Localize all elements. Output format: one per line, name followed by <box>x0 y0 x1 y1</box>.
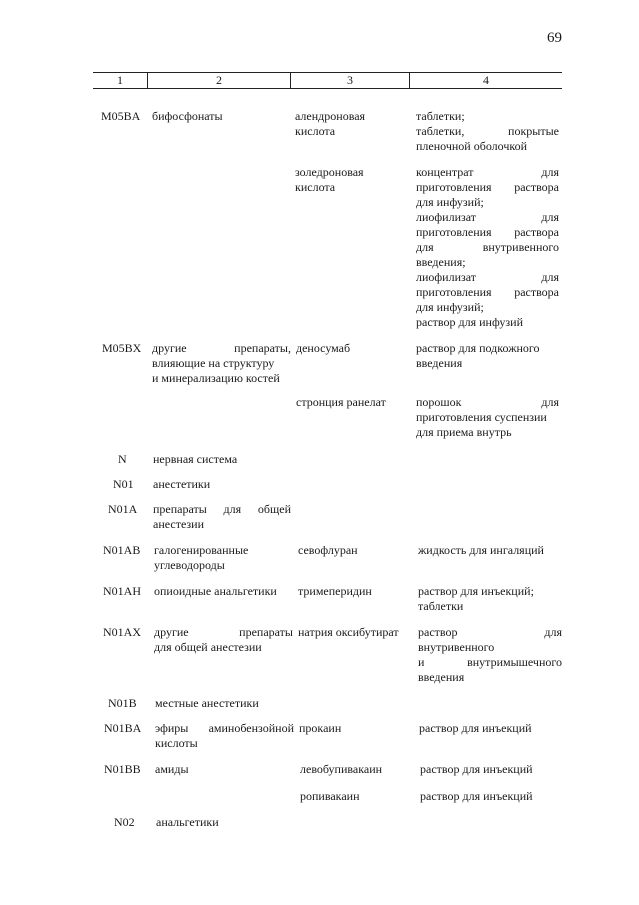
row-group: кислоты <box>155 736 198 750</box>
row-group: галогенированные <box>154 543 249 557</box>
drug-name: кислота <box>295 124 336 138</box>
drug-name: алендроновая <box>295 109 366 123</box>
drug-name: ропивакаин <box>300 789 360 803</box>
drug-form: таблетки <box>418 599 464 613</box>
drug-form-part: для <box>541 165 559 179</box>
drug-form-part: приготовления <box>416 225 492 239</box>
drug-form-part: раствора <box>514 225 559 239</box>
drug-form: внутривенного <box>418 640 495 654</box>
drug-form-part: для <box>541 395 559 409</box>
row-group-part: препараты, <box>234 341 291 355</box>
drug-form-part: концентрат <box>416 165 474 179</box>
row-group: амиды <box>155 762 189 776</box>
drug-form-part: внутривенного <box>482 240 559 254</box>
drug-form: введения <box>418 670 465 684</box>
drug-form: раствор для подкожного <box>416 341 540 355</box>
drug-form-part: приготовления <box>416 285 492 299</box>
drug-form-part: лиофилизат <box>416 270 477 284</box>
row-group-part: другие <box>152 341 187 355</box>
row-group: анальгетики <box>156 815 219 829</box>
row-group-part: другие <box>154 625 189 639</box>
drug-name: стронция ранелат <box>296 395 386 409</box>
header-col-2: 2 <box>147 73 290 88</box>
drug-form: раствор для инъекций <box>420 762 533 776</box>
drug-name: севофлуран <box>298 543 358 557</box>
drug-form: для инфузий; <box>416 300 484 314</box>
drug-form <box>416 240 559 255</box>
row-group-part: общей <box>257 502 291 516</box>
row-group: опиоидные анальгетики <box>154 584 277 598</box>
row-group-part: препараты <box>239 625 293 639</box>
drug-name: золедроновая <box>295 165 364 179</box>
drug-form-part: для <box>416 240 434 254</box>
drug-form: введения <box>416 356 463 370</box>
row-group <box>153 502 291 517</box>
row-group-part: препараты <box>153 502 207 516</box>
drug-form: введения; <box>416 255 466 269</box>
row-code: N <box>118 452 127 466</box>
drug-form <box>416 285 559 300</box>
header-col-3: 3 <box>290 73 409 88</box>
row-group-part: для <box>223 502 242 516</box>
drug-form-part: порошок <box>416 395 462 409</box>
row-code: N01AB <box>103 543 141 557</box>
drug-name: кислота <box>295 180 336 194</box>
drug-form-part: для <box>541 210 559 224</box>
drug-form: таблетки; <box>416 109 465 123</box>
drug-form-part: внутримышечного <box>467 655 562 669</box>
row-group: и минерализацию костей <box>152 371 280 385</box>
row-group: местные анестетики <box>155 696 259 710</box>
drug-form: раствор для инъекций <box>420 789 533 803</box>
row-code: M05BA <box>101 109 141 123</box>
drug-form-part: лиофилизат <box>416 210 477 224</box>
drug-name: левобупивакаин <box>300 762 383 776</box>
drug-form: приготовления суспензии <box>416 410 547 424</box>
drug-form-part: таблетки, <box>416 124 465 138</box>
drug-form <box>416 210 559 225</box>
row-group <box>154 625 293 640</box>
drug-form <box>416 165 559 180</box>
drug-name: тримеперидин <box>298 584 372 598</box>
drug-form: жидкость для ингаляций <box>418 543 544 557</box>
drug-form: раствор для инъекций <box>419 721 532 735</box>
drug-form <box>416 124 559 139</box>
drug-form <box>416 225 559 240</box>
row-code: M05BX <box>102 341 142 355</box>
row-group: анестетики <box>153 477 211 491</box>
drug-form-part: покрытые <box>508 124 559 138</box>
drug-form: раствор для инфузий <box>416 315 523 329</box>
drug-form-part: раствор <box>418 625 458 639</box>
drug-form-part: для <box>541 270 559 284</box>
row-group: бифосфонаты <box>152 109 223 123</box>
drug-form-part: раствора <box>514 180 559 194</box>
drug-form: раствор для инъекций; <box>418 584 534 598</box>
row-code: N02 <box>114 815 135 829</box>
row-code: N01AH <box>103 584 141 598</box>
row-code: N01AX <box>103 625 141 639</box>
row-code: N01 <box>113 477 134 491</box>
drug-form-part: раствора <box>514 285 559 299</box>
drug-form-part: приготовления <box>416 180 492 194</box>
row-group-part: аминобензойной <box>208 721 294 735</box>
row-group: нервная система <box>153 452 238 466</box>
row-code: N01BB <box>104 762 141 776</box>
row-code: N01A <box>108 502 138 516</box>
drug-form-part: и <box>418 655 425 669</box>
drug-form <box>416 180 559 195</box>
header-col-1: 1 <box>117 73 123 87</box>
drug-form <box>418 625 562 640</box>
drug-name: деносумаб <box>296 341 351 355</box>
drug-name: натрия оксибутират <box>298 625 399 639</box>
row-group-part: эфиры <box>155 721 189 735</box>
drug-form <box>416 395 559 410</box>
page-number: 69 <box>547 30 562 46</box>
row-group: для общей анестезии <box>154 640 262 654</box>
row-group: влияющие на структуру <box>152 356 275 370</box>
drug-name: прокаин <box>299 721 342 735</box>
drug-form-part: для <box>544 625 562 639</box>
row-code: N01BA <box>104 721 142 735</box>
drug-form: пленочной оболочкой <box>416 139 528 153</box>
header-col-4: 4 <box>409 73 562 88</box>
row-group: углеводороды <box>154 558 225 572</box>
drug-form: для инфузий; <box>416 195 484 209</box>
drug-form <box>418 655 562 670</box>
row-group: анестезии <box>153 517 204 531</box>
table-header <box>93 72 562 89</box>
row-code: N01B <box>108 696 137 710</box>
drug-form <box>416 270 559 285</box>
row-group <box>152 341 291 356</box>
row-group <box>155 721 294 736</box>
drug-form: для приема внутрь <box>416 425 512 439</box>
